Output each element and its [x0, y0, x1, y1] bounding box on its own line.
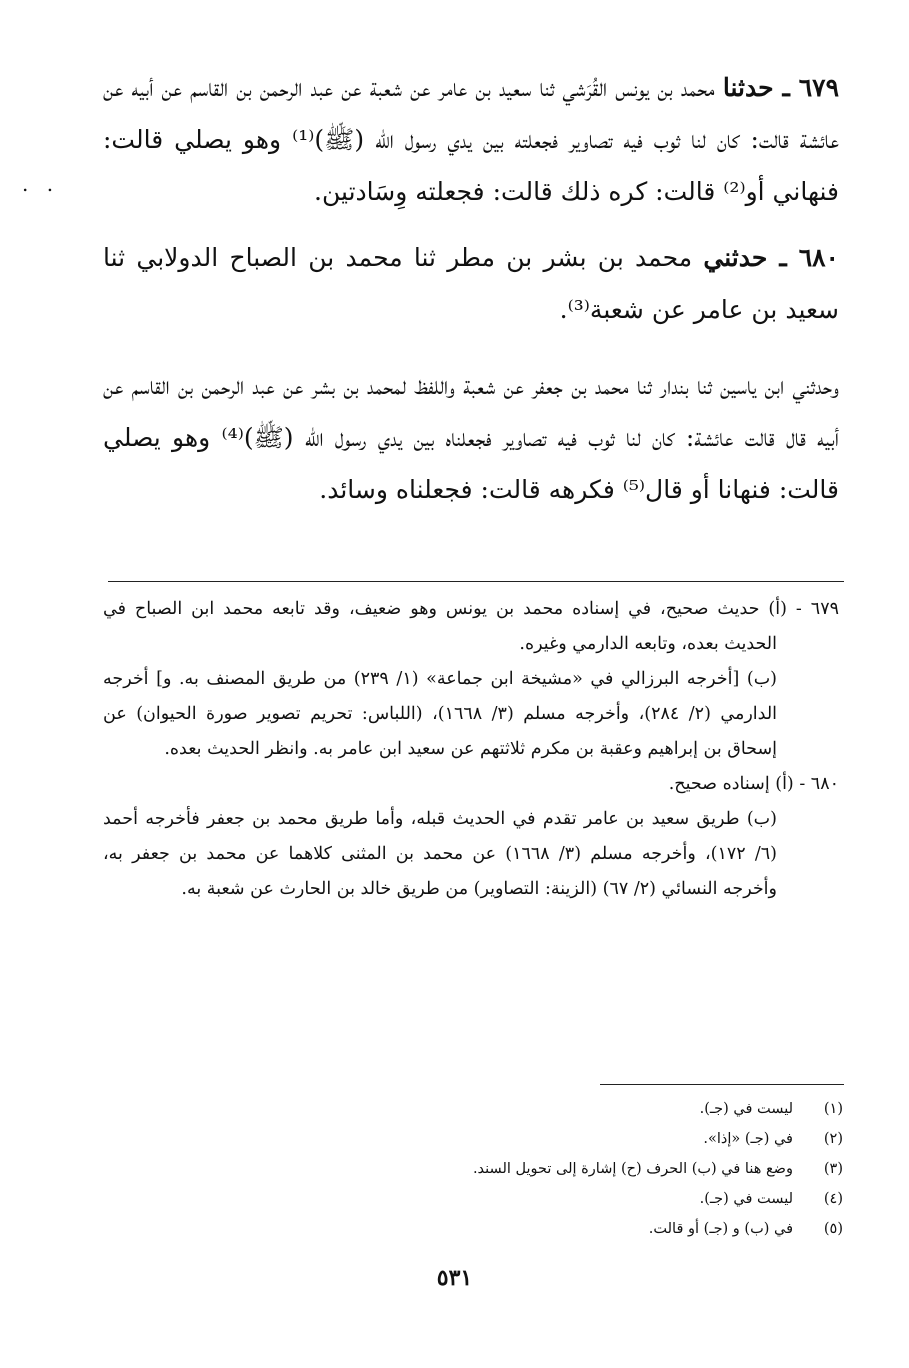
hadith-680-second-chain: وحدثني ابن ياسين ثنا بندار ثنا محمد بن جعفر عن شعبة واللفظ لمحمد بن بشر عن عبد الرحمن بن القاسم عن أبيه قال قالت عائشة: كان لنا ثوب فيه تصاوير فجعلناه بين يدي رسول الله (ﷺ)⁽⁴⁾ وهو يصلي قالت: فنهانا أو قال⁽⁵⁾ فكرهه قالت: فجعلناه وسائد. [103, 371, 839, 504]
footnote-marker-1: ⁽¹⁾ [292, 125, 315, 154]
hadith-679: ٦٧٩ ـ حدثنا محمد بن يونس القُرَشي ثنا سعيد بن عامر عن شعبة عن عبد الرحمن بن القاسم عن أبيه عن عائشة قالت: كان لنا ثوب فيه تصاوير فجعلته بين يدي رسول الله (ﷺ)⁽¹⁾ وهو يصلي قالت: فنهاني أو⁽²⁾ قالت: كره ذلك قالت: فجعلته وِسَادتين. [103, 73, 840, 206]
footnote-text: في (جـ) «إذا». [703, 1131, 793, 1147]
footnote-number: (٥) [823, 1221, 843, 1237]
footnote-1 [473, 1094, 843, 1124]
footnote-text: وضع هنا في (ب) الحرف (ح) إشارة إلى تحويل السند. [472, 1161, 793, 1177]
footnote-3 [473, 1154, 843, 1184]
footnotes-divider [600, 1084, 844, 1085]
commentary-divider [108, 581, 844, 582]
main-text [103, 62, 839, 516]
hadith-opening: حدثني [703, 243, 768, 272]
footnote-marker-2: ⁽²⁾ [723, 177, 746, 206]
hadith-680: ٦٨٠ ـ حدثني محمد بن بشر بن مطر ثنا محمد بن الصباح الدولابي ثنا سعيد بن عامر عن شعبة⁽³⁾. [103, 243, 839, 324]
footnote-number: (٣) [823, 1161, 843, 1177]
footnote-number: (٤) [823, 1191, 843, 1207]
hadith-number: ٦٧٩ [798, 73, 840, 102]
hadith-number: ٦٨٠ [798, 243, 839, 272]
footnote-number: (٢) [823, 1131, 843, 1147]
commentary [103, 592, 839, 907]
footnote-2 [473, 1124, 843, 1154]
footnote-text: ليست في (جـ). [699, 1101, 793, 1117]
note-679-b: (ب) [أخرجه البرزالي في «مشيخة ابن جماعة» (١/ ٢٣٩) من طريق المصنف به. و] أخرجه الدارمي (٢/ ٢٨٤)، وأخرجه مسلم (٣/ ١٦٦٨)، (اللباس: تحريم تصوير صورة الحيوان) عن إسحاق بن إبراهيم وعقبة بن مكرم ثلاثتهم عن سعيد ابن عامر به. وانظر الحديث بعده. [103, 669, 778, 759]
footnote-number: (١) [823, 1101, 843, 1117]
margin-dots: . . [22, 172, 60, 196]
footnotes [473, 1094, 843, 1244]
note-679-a: ٦٧٩ - (أ) حديث صحيح، في إسناده محمد بن يونس وهو ضعيف، وقد تابعه محمد ابن الصباح في الحديث بعده، وتابعه الدارمي وغيره. [103, 599, 839, 654]
footnote-5 [473, 1214, 843, 1244]
note-680-b: (ب) طريق سعيد بن عامر تقدم في الحديث قبله، وأما طريق محمد بن جعفر فأخرجه أحمد (٦/ ١٧٢)، وأخرجه مسلم (٣/ ١٦٦٨) عن محمد بن المثنى كلاهما عن محمد بن جعفر به، وأخرجه النسائي (٢/ ٦٧) (الزينة: التصاوير) من طريق خالد بن الحارث عن شعبة به. [103, 809, 777, 899]
footnote-text: ليست في (جـ). [699, 1191, 793, 1207]
footnote-marker-5: ⁽⁵⁾ [622, 475, 646, 504]
footnote-marker-3: ⁽³⁾ [567, 295, 590, 324]
note-680-a: ٦٨٠ - (أ) إسناده صحيح. [668, 774, 839, 794]
page-number: ٥٣١ [436, 1265, 473, 1291]
footnote-marker-4: ⁽⁴⁾ [221, 423, 244, 452]
footnote-text: في (ب) و (جـ) أو قالت. [648, 1221, 793, 1237]
footnote-4 [473, 1184, 843, 1214]
hadith-opening: حدثنا [722, 73, 774, 102]
